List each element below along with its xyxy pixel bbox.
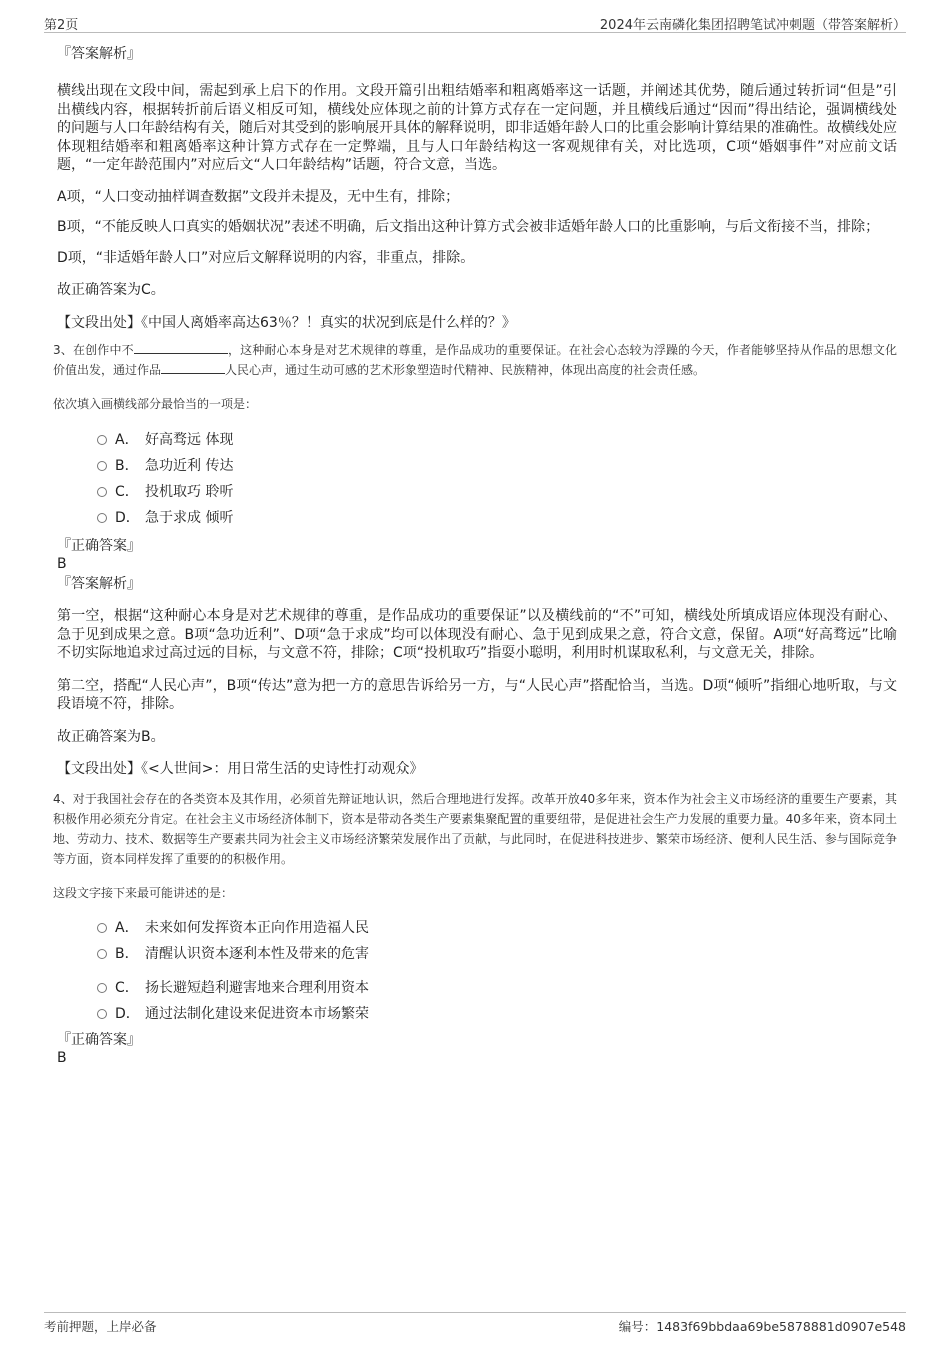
page-number: 第2页: [44, 18, 79, 33]
document-title: 2024年云南磷化集团招聘笔试冲刺题（带答案解析）: [599, 18, 906, 33]
radio-button-icon[interactable]: [97, 923, 107, 933]
answer-analysis-label: 『答案解析』: [57, 576, 141, 592]
option-a[interactable]: A． 好高骛远 体现: [57, 427, 897, 453]
page-content: [53, 44, 897, 1067]
option-b[interactable]: B． 急功近利 传达: [57, 453, 897, 479]
option-d[interactable]: D． 急于求成 倾听: [57, 505, 897, 531]
question-prompt: 依次填入画横线部分最恰当的一项是：: [53, 397, 258, 411]
stem-text: 人民心声，通过生动可感的艺术形象塑造时代精神、民族精神，体现出高度的社会责任感。: [225, 363, 706, 377]
correct-answer-label: 『正确答案』: [57, 538, 141, 554]
option-list: [57, 427, 897, 531]
question-stem: [53, 340, 897, 380]
analysis-paragraph: 横线出现在文段中间，需起到承上启下的作用。文段开篇引出粗结婚率和粗离婚率这一话题，并阐述其优势，随后通过转折词“但是”引出横线内容，根据转折前后语义相反可知，横线处应体现之前的计算方式存在一定问题，并且横线后通过“因而”得出结论，强调横线处的问题与人口年龄结构有关，随后对其受到的影响展开具体的解释说明，即非适婚年龄人口的比重会影响计算结果的准确性。故横线处应体现粗结婚率和粗离婚率这种计算方式存在一定弊端，且与人口年龄结构这一客观规律有关，对比选项，C项“婚姻事件”对应前文话题，“一定年龄范围内”对应后文“人口年龄结构”话题，符合文意，当选。: [57, 83, 897, 173]
analysis-paragraph: 第二空，搭配“人民心声”，B项“传达”意为把一方的意思告诉给另一方，与“人民心声”搭配恰当，当选。D项“倾听”指细心地听取，与文段语境不符，排除。: [57, 677, 897, 712]
answer-analysis-label: 『答案解析』: [57, 46, 141, 62]
correct-answer-statement: 故正确答案为B。: [57, 728, 165, 745]
analysis-paragraph: D项，“非适婚年龄人口”对应后文解释说明的内容，非重点，排除。: [57, 249, 475, 266]
option-a[interactable]: A． 未来如何发挥资本正向作用造福人民: [57, 915, 897, 941]
correct-answer-value: B: [57, 1049, 67, 1066]
analysis-paragraph: 第一空，根据“这种耐心本身是对艺术规律的尊重，是作品成功的重要保证”以及横线前的“不”可知，横线处所填成语应体现没有耐心、急于见到成果之意。B项“急功近利”、D项“急于求成”均可以体现没有耐心、急于见到成果之意，符合文意，保留。A项“好高骛远”比喻不切实际地追求过高过远的目标，与文意不符，排除；C项“投机取巧”指耍小聪明，利用时机谋取私利，与文意无关，排除。: [57, 608, 897, 661]
radio-button-icon[interactable]: [97, 461, 107, 471]
page-footer: [44, 1312, 906, 1337]
correct-answer-statement: 故正确答案为C。: [57, 282, 165, 298]
option-b[interactable]: B． 清醒认识资本逐利本性及带来的危害: [57, 941, 897, 967]
stem-text: ，这种耐心本身是对艺术规律的尊重，是作品成功的重要保证。在社会心态较为浮躁的今天，作者能够坚持从作品的思想文化价值出发，通过作品: [53, 343, 897, 377]
fill-blank: [161, 362, 225, 374]
radio-button-icon[interactable]: [97, 487, 107, 497]
stem-text: 3、在创作中不: [53, 343, 134, 357]
option-c[interactable]: C． 投机取巧 聆听: [57, 479, 897, 505]
radio-button-icon[interactable]: [97, 1009, 107, 1019]
option-list: [57, 915, 897, 1027]
question-prompt: 这段文字接下来最可能讲述的是：: [53, 885, 234, 900]
document-code: 编号：1483f69bbdaa69be5878881d0907e548: [618, 1319, 906, 1334]
footer-slogan: 考前押题，上岸必备: [44, 1319, 157, 1334]
radio-button-icon[interactable]: [97, 513, 107, 523]
passage-source: 【文段出处】《中国人离婚率高达63％？！真实的状况到底是什么样的？》: [57, 314, 516, 331]
page-header: [44, 12, 906, 33]
analysis-paragraph: A项，“人口变动抽样调查数据”文段并未提及，无中生有，排除；: [57, 188, 460, 205]
radio-button-icon[interactable]: [97, 435, 107, 445]
analysis-paragraph: B项，“不能反映人口真实的婚姻状况”表述不明确，后文指出这种计算方式会被非适婚年龄人口的比重影响，与后文衔接不当，排除；: [57, 219, 880, 235]
radio-button-icon[interactable]: [97, 949, 107, 959]
option-d[interactable]: D． 通过法制化建设来促进资本市场繁荣: [57, 1001, 897, 1027]
option-c[interactable]: C． 扬长避短趋利避害地来合理利用资本: [57, 975, 897, 1001]
passage-source: 【文段出处】《<人世间>：用日常生活的史诗性打动观众》: [57, 761, 424, 777]
correct-answer-label: 『正确答案』: [57, 1031, 141, 1048]
question-stem: 4、对于我国社会存在的各类资本及其作用，必须首先辩证地认识，然后合理地进行发挥。改革开放40多年来，资本作为社会主义市场经济的重要生产要素，其积极作用必须充分肯定。在社会主义市场经济体制下，资本是带动各类生产要素集聚配置的重要纽带，是促进社会生产力发展的重要力量。40多年来，资本同土地、劳动力、技术、数据等生产要素共同为社会主义市场经济繁荣发展作出了贡献，与此同时，在促进科技进步、繁荣市场经济、便利人民生活、参与国际竞争等方面，资本同样发挥了重要的的积极作用。: [53, 791, 897, 866]
correct-answer-value: B: [57, 556, 67, 572]
radio-button-icon[interactable]: [97, 983, 107, 993]
fill-blank: [134, 342, 228, 354]
